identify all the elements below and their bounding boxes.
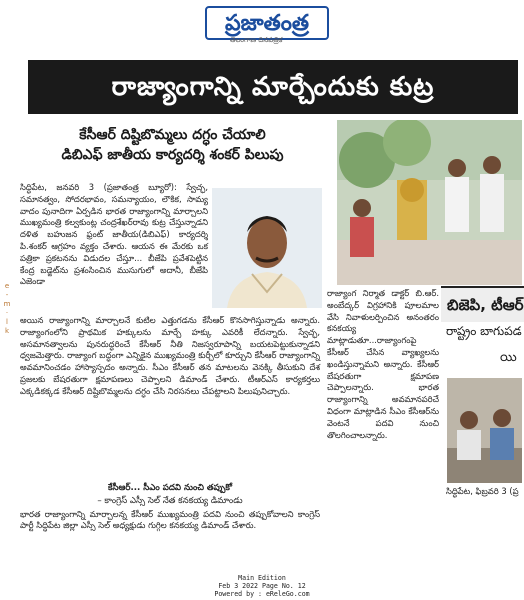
page-footer bbox=[0, 574, 524, 598]
article-subsection bbox=[20, 482, 320, 532]
newspaper-logo: ప్రజాతంత్ర bbox=[205, 6, 329, 40]
edition-date: Feb 3 2022 Page No. 12 bbox=[218, 582, 306, 590]
newspaper-tagline: తెలంగాణ దినపత్రిక bbox=[230, 36, 283, 44]
subheadline-2: డిబిఎఫ్‌ జాతీయ కార్యదర్శి శంకర్‌ పిలుపు bbox=[61, 147, 284, 163]
article-column-2 bbox=[327, 288, 439, 441]
sidebar-subheadline-2: యి bbox=[500, 350, 517, 365]
sidebar-headline: బిజెపి, టీఆర్‌ bbox=[441, 286, 524, 322]
article-body-text: రాజ్యాంగ నిర్మాత డాక్టర్‌ బి.ఆర్‌. అంబేద్కర్‌ విగ్రహానికి పూలమాల వేసి నివాళులర్పించిన అనంతరం కనకయ్య మాట్లాడుతూ...రాజ్యాంగంపై కేసీఆర్‌ చేసిన వ్యాఖ్యలను ఖండిస్తున్నామని అన్నారు. కేసీఆర్‌ బేషరతుగా క్షమాపణ చెప్పాలన్నారు. భారత రాజ్యాంగాన్ని అవమానపరిచే విధంగా మాట్లాడిన సీఎం కేసీఆర్‌ను వెంటనే పదవి నుంచి తొలగించాలన్నారు. bbox=[327, 288, 439, 440]
portrait-photo bbox=[212, 188, 322, 308]
main-headline: రాజ్యాంగాన్ని మార్చేందుకు కుట్ర bbox=[28, 60, 518, 114]
statue-garlanding-photo bbox=[337, 120, 522, 285]
sub-heading: కేసీఆర్‌... సీఎం పదవి నుంచి తప్పుకో bbox=[107, 483, 233, 493]
powered-by-link[interactable]: Powered by : eReleGo.com bbox=[214, 590, 310, 598]
masthead bbox=[0, 0, 524, 56]
article-body-text: సిద్ధిపేట, జనవరి 3 (ప్రజాతంత్ర బ్యూరో): స్వేచ్ఛ, సమానత్వం, సోదరభావం, సమన్యాయం, లౌకిక, సామ్య వాదం పునాదిగా ఏర్పడిన భారత రాజ్యాంగాన్ని మార్చాలని ముఖ్యమంత్రి కల్వకుంట్ల చంద్రశేఖర్‌రావు కుట్ర చేస్తున్నాడని దళిత బహుజన ఫ్రంట్‌ జాతీయ(డిబిఎఫ్‌) కార్యదర్శి పి.శంకర్‌ ఆగ్రహం వ్యక్తం చేశారు. ఆయన ఈ మేరకు ఒక పత్రికా ప్రకటనను విడుదల చేస్తూ... బీజేపి ప్రవేశపెట్టిన కేంద్ర బడ్జెట్‌ను ప్రశంసించిన ముసుగులో అదానీ, బీజేపి ఎజెండా bbox=[20, 182, 208, 287]
sidebar-body-text: సిద్ధిపేట, ఫిబ్రవరి 3 (ప్ర bbox=[446, 486, 519, 496]
sub-heading-2: – కాంగ్రెస్‌ ఎస్సీ సెల్‌ నేత కనకయ్య డిమాండు bbox=[97, 495, 243, 506]
article-column-1b bbox=[20, 315, 320, 398]
article-body-text: భారత రాజ్యాంగాన్ని మార్చాలన్న కేసీఆర్‌ ముఖ్యమంత్రి పదవి నుంచి తప్పుకోవాలని కాంగ్రెస్‌ పార్టీ సిద్ధిపేట జిల్లా ఎస్సీ సెల్‌ అధ్యక్షుడు గుగ్గిల కనకయ్య డిమాండ్‌ చేశారు. bbox=[20, 508, 320, 531]
article-column-1 bbox=[20, 182, 208, 288]
subheadline-1: కేసీఆర్‌ దిష్టిబొమ్మలు దగ్ధం చేయాలి bbox=[79, 127, 266, 143]
side-link-strip[interactable]: e - m · l k bbox=[3, 282, 11, 335]
article-body-text: అయిన రాజ్యాంగాన్ని మార్చాలనే కుటిల ఎత్తుగడను కేసీఆర్‌ కొనసాగిస్తున్నాడు అన్నారు. రాజ్యాంగంలోని ప్రాథమిక హక్కులను మార్చే హక్కు ఎవరికీ లేదన్నారు. స్వేచ్ఛ, అసమానత్వాలను పునరుద్ధరించే కేసీఆర్‌ నీతి నిజస్వరూపాన్ని బయటపెట్టుకున్నాడని ధ్వజమెత్తారు. రాజ్యాంగ బద్ధంగా ఎన్నికైన ముఖ్యమంత్రి కుర్చీలో కూర్చుని కేసీఆర్‌ రాజ్యాంగాన్ని అవమానించడం హాస్యాస్పదం అన్నారు. సీఎం కేసీఆర్‌ తన మాటలను వెనక్కి తీసుకుని దేశ ప్రజలకు బేషరతుగా క్షమాపణలు చెప్పాలని డిమాండ్‌ చేశారు. టీఆర్‌ఎస్‌ కార్యకర్తలు ఎక్కడికక్కడ కేసీఆర్‌ దిష్టిబొమ్మలను దగ్ధం చేసి నిరసనలు చేపట్టాలని పిలుపునిచ్చారు. bbox=[20, 315, 320, 396]
sidebar-subheadline: రాష్ట్రం బాగుపడ bbox=[446, 324, 522, 338]
edition-label: Main Edition bbox=[238, 574, 286, 582]
meeting-photo bbox=[447, 378, 522, 483]
